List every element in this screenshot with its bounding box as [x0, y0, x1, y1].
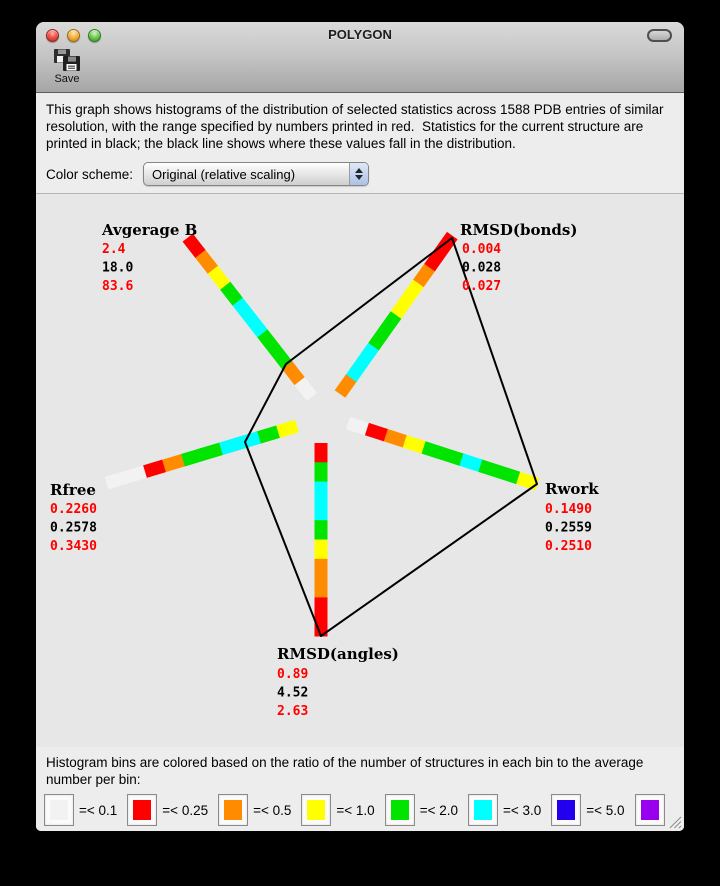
legend-item: [635, 794, 670, 826]
legend-item: [218, 794, 291, 826]
axis-histogram: [183, 234, 318, 401]
axis-value: 0.89: [277, 667, 309, 682]
color-scheme-selected-value: Original (relative scaling): [152, 166, 296, 182]
polygon-window: [36, 22, 684, 831]
axis-label: Avgerage B: [102, 221, 198, 239]
axis-value: 83.6: [102, 279, 134, 294]
toolbar-toggle-button[interactable]: [647, 29, 672, 42]
legend-label: =< 0.1: [79, 802, 118, 818]
titlebar[interactable]: [36, 22, 684, 46]
color-scheme-popup[interactable]: [143, 162, 369, 186]
legend-label: =< 2.0: [419, 802, 458, 818]
axis-label: RMSD(angles): [277, 645, 399, 663]
axis-label: Rfree: [50, 481, 96, 499]
axis-value: 0.004: [462, 242, 502, 257]
axis-value: 0.2578: [50, 520, 97, 536]
legend-item: [385, 794, 458, 826]
axis-histogram: [315, 443, 328, 637]
axis-histogram: [346, 417, 539, 491]
legend-item: [551, 794, 624, 826]
axis-value: 0.028: [462, 260, 502, 276]
description-text: This graph shows histograms of the distribution of selected statistics across 1588 PDB entries of similar resolution, with the range specified by numbers printed in red. Statistics for the current structure are printed in black; the black line shows where these values fall in the distribution.: [46, 102, 668, 151]
axis-histogram: [335, 232, 458, 398]
axis-value: 0.027: [462, 279, 502, 294]
axis-label: Rwork: [545, 480, 599, 498]
axis-value: 0.3430: [50, 539, 97, 554]
window-title: POLYGON: [328, 27, 392, 42]
legend-swatch: [635, 794, 665, 826]
axis-value: 4.52: [277, 685, 309, 701]
floppy-save-icon: [52, 48, 82, 72]
resize-grip[interactable]: [668, 815, 682, 829]
axis-value: 2.4: [102, 242, 126, 257]
polygon-chart: [36, 194, 684, 747]
main-content: [36, 93, 684, 831]
legend-label: =< 5.0: [586, 802, 625, 818]
axis-label: RMSD(bonds): [460, 221, 578, 239]
chevron-up-icon: [355, 168, 363, 173]
axis-histogram: [105, 420, 299, 490]
legend-swatch: [127, 794, 157, 826]
chevron-down-icon: [355, 175, 363, 180]
axis-value: 0.2559: [545, 520, 592, 536]
legend-item: [127, 794, 208, 826]
toolbar: [36, 46, 684, 92]
legend-swatch: [44, 794, 74, 826]
legend-label: =< 0.25: [162, 802, 209, 818]
legend-swatch: [551, 794, 581, 826]
save-button-label: Save: [54, 73, 80, 85]
axis-value: 0.1490: [545, 502, 592, 517]
footer-text: Histogram bins are colored based on the ratio of the number of structures in each bin to the average number per bin:: [46, 755, 644, 787]
legend-swatch: [468, 794, 498, 826]
legend-label: =< 1.0: [336, 802, 375, 818]
popup-stepper-icon: [349, 163, 368, 185]
axis-value: 0.2260: [50, 502, 97, 517]
legend-label: =< 3.0: [502, 802, 542, 818]
axis-value: 2.63: [277, 704, 309, 719]
legend-swatch: [301, 794, 331, 826]
legend-swatch: [218, 794, 248, 826]
color-scheme-label: Color scheme:: [46, 166, 134, 182]
color-scheme-row: [36, 152, 684, 194]
legend: [36, 788, 684, 826]
legend-item: [301, 794, 374, 826]
axis-value: 18.0: [102, 260, 134, 276]
window-chrome: [36, 22, 684, 93]
save-button[interactable]: [44, 48, 90, 90]
footer-panel: [36, 747, 684, 831]
plot-area: [36, 193, 684, 748]
legend-item: [44, 794, 117, 826]
legend-label: =< 0.5: [253, 802, 292, 818]
legend-swatch: [385, 794, 415, 826]
legend-item: [468, 794, 541, 826]
axis-value: 0.2510: [545, 539, 592, 554]
